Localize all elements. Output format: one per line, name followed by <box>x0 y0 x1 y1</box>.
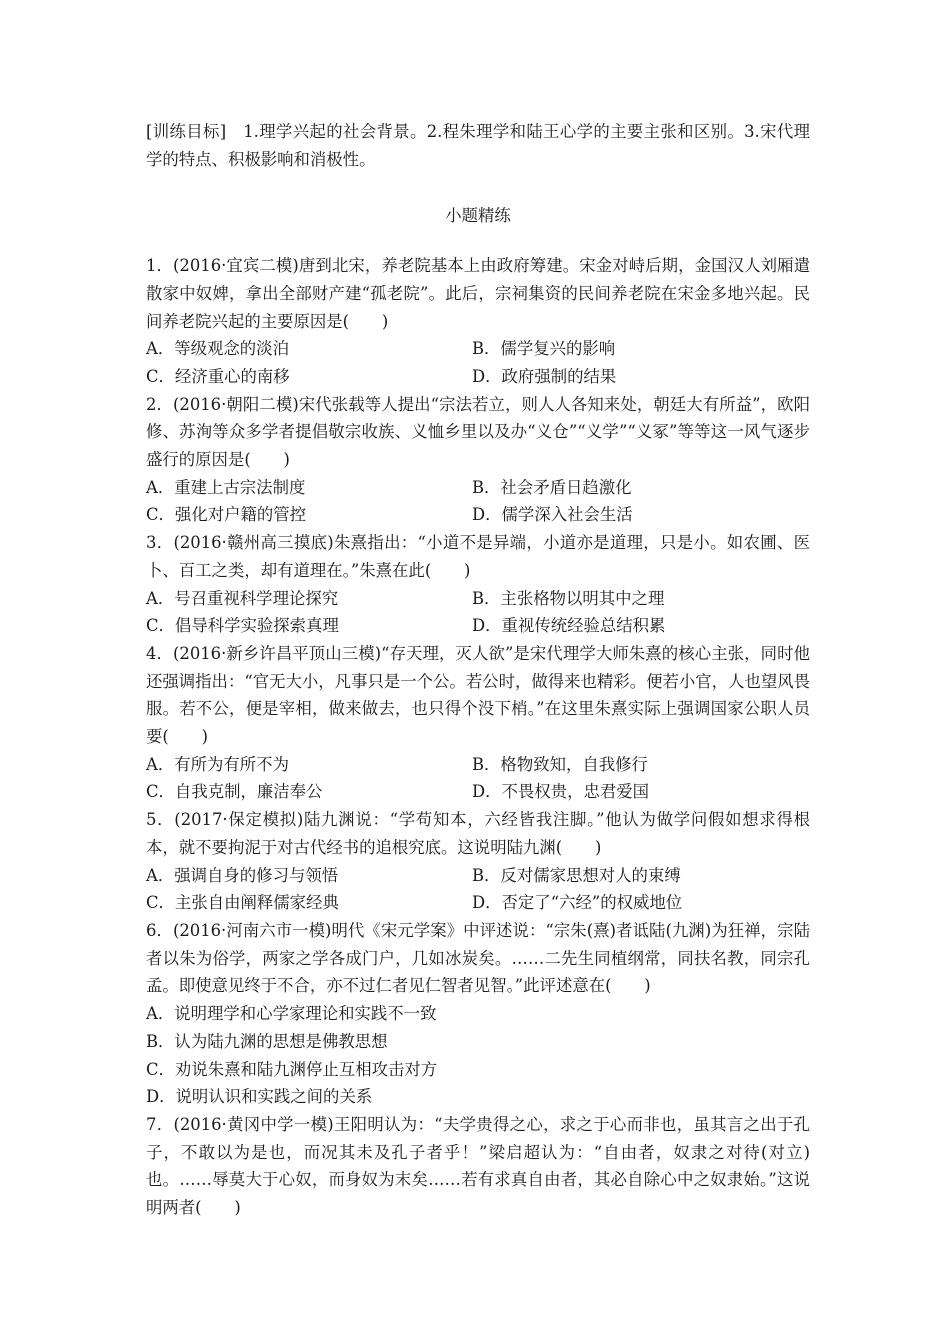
question-5 <box>146 806 810 917</box>
option-a: A．有所为有所不为 <box>146 754 289 774</box>
question-stem: 6．(2016·河南六市一模)明代《宋元学案》中评述说：“宗朱(熹)者诋陆(九渊)为狂禅，宗陆者以朱为俗学，两家之学各成门户，几如冰炭矣。……二先生同植纲常，同扶名教，同宗孔孟。即使意见终于不合，亦不过仁者见仁智者见智。”此评述意在( ) <box>146 920 810 996</box>
question-stem: 5．(2017·保定模拟)陆九渊说：“学苟知本，六经皆我注脚。”他认为做学问假如想求得根本，就不要拘泥于对古代经书的追根究底。这说明陆九渊( ) <box>146 810 810 857</box>
question-stem: 4．(2016·新乡许昌平顶山三模)“存天理，灭人欲”是宋代理学大师朱熹的核心主张，同时他还强调指出：“官无大小，凡事只是一个公。若公时，做得来也精彩。便若小官，人也望风畏服。若不公，便是宰相，做来做去，也只得个没下梢。”在这里朱熹实际上强调国家公职人员要( ) <box>146 643 811 747</box>
option-a: A．号召重视科学理论探究 <box>146 588 339 608</box>
option-a: A．等级观念的淡泊 <box>146 339 289 359</box>
option-a: A．说明理学和心学家理论和实践不一致 <box>146 1004 437 1024</box>
option-b: B．反对儒家思想对人的束缚 <box>472 865 681 885</box>
options-row <box>146 862 810 890</box>
option-c: C．劝说朱熹和陆九渊停止互相攻击对方 <box>146 1059 438 1079</box>
question-stem: 2．(2016·朝阳二模)宋代张载等人提出“宗法若立，则人人各知来处，朝廷大有所益”，欧阳修、苏洵等众多学者提倡敬宗收族、义恤乡里以及办“义仓”“义学”“义冢”等等这一风气逐步盛行的原因是( ) <box>146 394 810 470</box>
option-b: B．认为陆九渊的思想是佛教思想 <box>146 1031 388 1051</box>
option-d: D．儒学深入社会生活 <box>472 505 633 525</box>
option-a: A．重建上古宗法制度 <box>146 477 306 497</box>
option-d: D．不畏权贵，忠君爱国 <box>472 782 650 802</box>
option-c: C．经济重心的南移 <box>146 366 290 386</box>
options-row <box>146 474 810 502</box>
options-row <box>146 585 810 613</box>
option-c: C．自我克制，廉洁奉公 <box>146 782 323 802</box>
option-b: B．格物致知，自我修行 <box>472 754 648 774</box>
option-b: B．社会矛盾日趋激化 <box>472 477 632 497</box>
question-7 <box>146 1111 810 1222</box>
question-stem: 1．(2016·宜宾二模)唐到北宋，养老院基本上由政府筹建。宋金对峙后期，金国汉人刘厢遣散家中奴婢，拿出全部财产建“孤老院”。此后，宗祠集资的民间养老院在宋金多地兴起。民间养老院兴起的主要原因是( ) <box>146 256 810 331</box>
options-row <box>146 363 810 391</box>
question-3 <box>146 529 810 640</box>
question-2 <box>146 391 810 530</box>
training-target: [训练目标] 1.理学兴起的社会背景。2.程朱理学和陆王心学的主要主张和区别。3.宋代理学的特点、积极影响和消极性。 <box>146 122 810 169</box>
option-c: C．强化对户籍的管控 <box>146 505 307 525</box>
options-row <box>146 335 810 363</box>
question-4 <box>146 640 810 806</box>
worksheet-page <box>146 118 810 1222</box>
options-row <box>146 889 810 917</box>
options-row <box>146 778 810 806</box>
question-1 <box>146 252 810 391</box>
options-row <box>146 751 810 779</box>
option-d: D．政府强制的结果 <box>472 366 617 386</box>
options-row <box>146 501 810 529</box>
section-title: 小题精练 <box>445 206 511 226</box>
option-c: C．主张自由阐释儒家经典 <box>146 893 339 913</box>
option-d: D．说明认识和实践之间的关系 <box>146 1087 373 1107</box>
option-c: C．倡导科学实验探索真理 <box>146 616 339 636</box>
option-b: B．儒学复兴的影响 <box>472 339 616 359</box>
option-d: D．否定了“六经”的权威地位 <box>472 893 683 913</box>
question-6 <box>146 917 810 1111</box>
option-b: B．主张格物以明其中之理 <box>472 588 665 608</box>
question-stem: 7．(2016·黄冈中学一模)王阳明认为：“夫学贵得之心，求之于心而非也，虽其言之出于孔子，不敢以为是也，而况其未及孔子者乎！”梁启超认为：“自由者，奴隶之对待(对立)也。……辱莫大于心奴，而身奴为末矣……若有求真自由者，其必自除心中之奴隶始。”这说明两者( ) <box>146 1114 810 1218</box>
option-a: A．强调自身的修习与领悟 <box>146 865 339 885</box>
option-d: D．重视传统经验总结积累 <box>472 616 666 636</box>
options-row <box>146 612 810 640</box>
question-stem: 3．(2016·赣州高三摸底)朱熹指出：“小道不是异端，小道亦是道理，只是小。如农圃、医卜、百工之类，却有道理在。”朱熹在此( ) <box>146 533 810 580</box>
